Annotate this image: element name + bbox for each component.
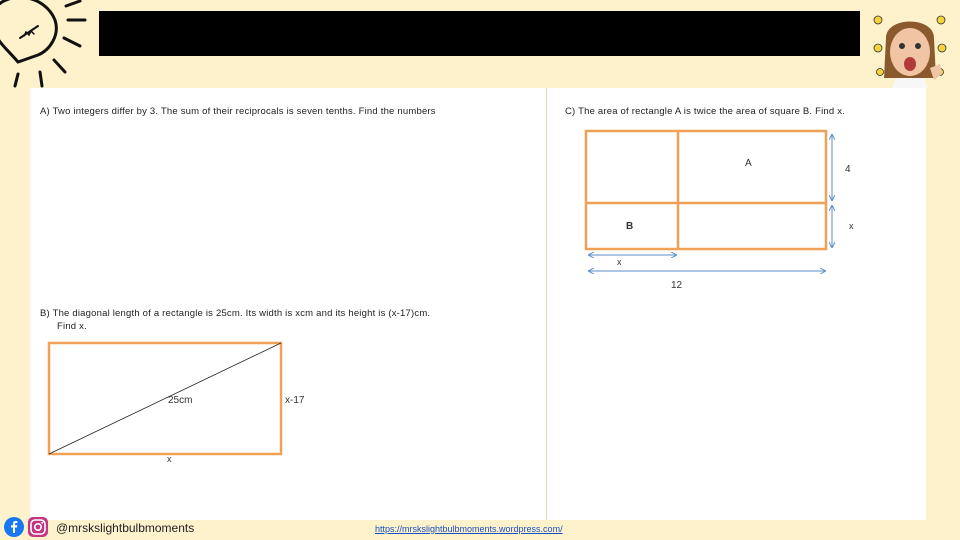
website-link[interactable]: https://mrskslightbulbmoments.wordpress.com/ [375, 524, 563, 534]
label-12: 12 [671, 280, 683, 291]
facebook-icon[interactable] [4, 517, 24, 537]
instagram-icon[interactable] [28, 517, 48, 537]
outer-rectangle [586, 131, 826, 249]
diagonal-label: 25cm [168, 395, 193, 406]
label-a: A [745, 158, 752, 169]
social-handle: @mrskslightbulbmoments [56, 521, 195, 535]
label-x-right: x [849, 221, 854, 231]
height-label: x-17 [285, 395, 305, 406]
width-label: x [167, 454, 172, 464]
label-b: B [626, 221, 634, 232]
presenter-avatar [868, 8, 952, 88]
lightbulb-icon [0, 0, 95, 90]
diagram-b [30, 330, 320, 470]
column-divider [546, 88, 547, 520]
diagram-c [560, 122, 870, 294]
title-bar [99, 11, 860, 56]
question-b-line2: Find x. [57, 321, 87, 332]
question-c: C) The area of rectangle A is twice the area of square B. Find x. [565, 106, 846, 117]
question-a: A) Two integers differ by 3. The sum of their reciprocals is seven tenths. Find the numbers [40, 106, 436, 117]
label-4: 4 [845, 164, 851, 175]
label-x-bottom: x [617, 257, 622, 267]
question-b-line1: B) The diagonal length of a rectangle is 25cm. Its width is xcm and its height is (x-17)cm. [40, 308, 431, 319]
